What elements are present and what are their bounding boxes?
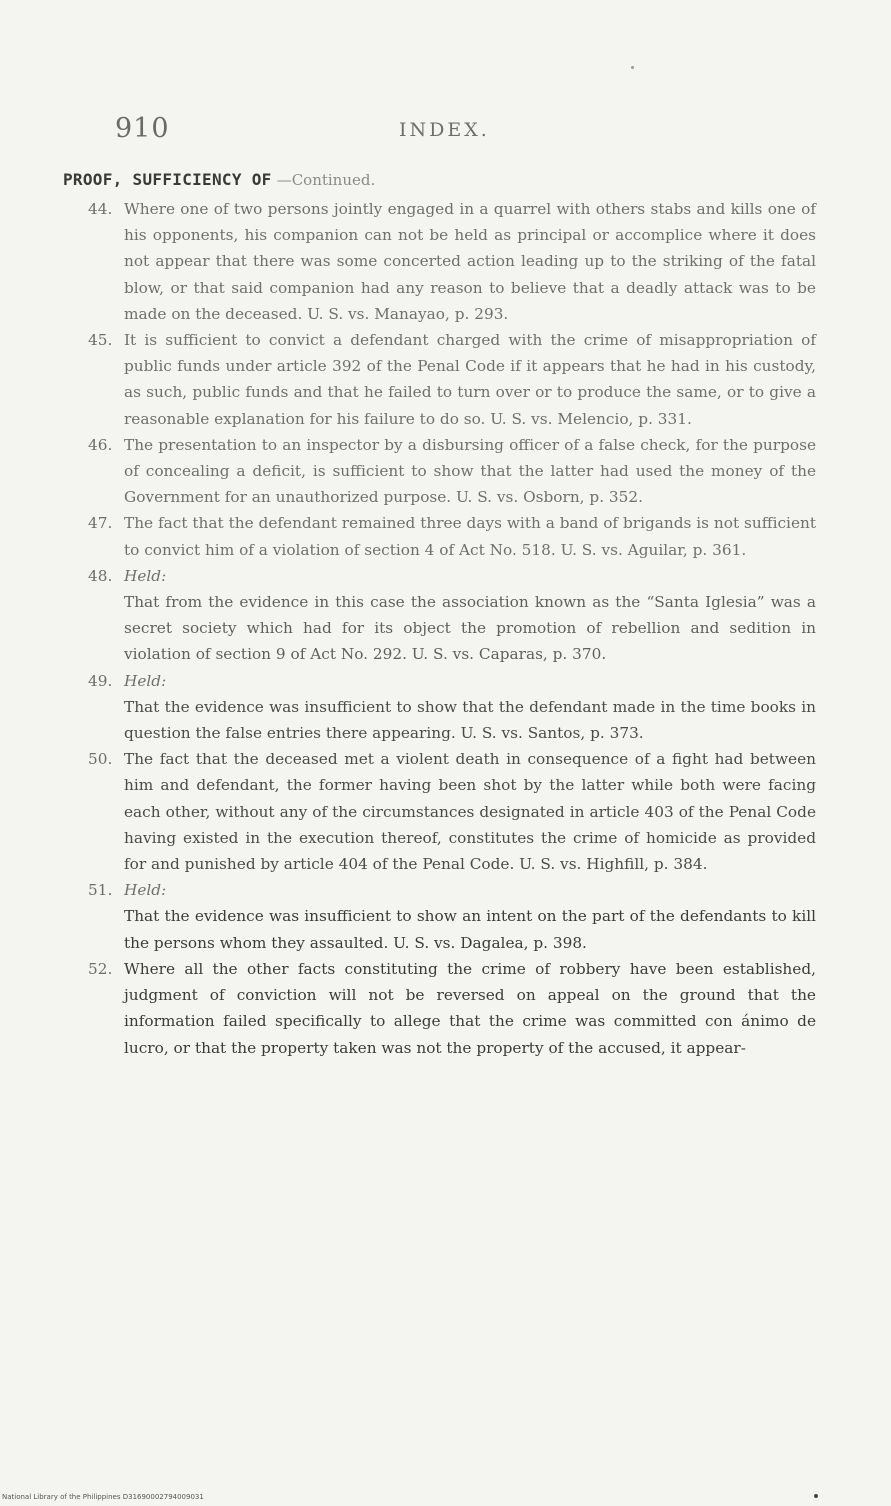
index-entry-48 bbox=[88, 563, 816, 668]
index-entry-47 bbox=[88, 510, 816, 562]
entry-number: 50. bbox=[88, 750, 113, 769]
entry-number: 49. bbox=[88, 671, 113, 690]
index-entry-50 bbox=[88, 746, 816, 877]
entry-text: Where one of two persons jointly engaged in a quarrel with others stabs and kills one of his opponents, his companion can not be held as principal or accomplice where it does not appear that there was some concerted action leading up to the striking of the fatal blow, or that said companion had any reason to believe that a deadly attack was to be made on the deceased. U. S. vs. Manayao, p. 293. bbox=[124, 200, 816, 323]
index-entry-51 bbox=[88, 877, 816, 956]
entry-number: 51. bbox=[88, 881, 113, 900]
index-entry-45 bbox=[88, 327, 816, 432]
entry-text: The fact that the defendant remained three days with a band of brigands is not sufficient to convict him of a violation of section 4 of Act No. 518. U. S. vs. Aguilar, p. 361. bbox=[124, 514, 816, 559]
entry-text: The presentation to an inspector by a disbursing officer of a false check, for the purpose of concealing a deficit, is sufficient to show that the latter had used the money of the Government for an unauthorized purpose. U. S. vs. Osborn, p. 352. bbox=[124, 435, 816, 507]
footer-credit: National Library of the Philippines D31690002794009031 bbox=[2, 1493, 204, 1501]
entry-number: 48. bbox=[88, 566, 113, 585]
scan-speck bbox=[814, 1494, 818, 1498]
section-title: PROOF, SUFFICIENCY OF bbox=[63, 170, 272, 189]
running-head: INDEX. bbox=[399, 119, 490, 141]
held-label: Held: bbox=[124, 881, 167, 900]
held-label: Held: bbox=[124, 671, 167, 690]
section-continued: —Continued. bbox=[276, 171, 376, 189]
entry-number: 47. bbox=[88, 514, 113, 533]
section-heading bbox=[63, 170, 375, 189]
entry-text: That from the evidence in this case the association known as the “Santa Iglesia” was a secret society which had for its object the promotion of rebellion and sedition in violation of section 9 of Act No. 292. U. S. vs. Caparas, p. 370. bbox=[124, 593, 816, 664]
entry-text: Where all the other facts constituting the crime of robbery have been established, judgment of conviction will not be reversed on appeal on the ground that the information failed specifically to allege that the crime was committed con ánimo de lucro, or that the property taken was not the property of the accused, it appear- bbox=[124, 959, 816, 1057]
entry-number: 46. bbox=[88, 435, 113, 454]
entry-text: The fact that the deceased met a violent death in consequence of a fight had between him and defendant, the former having been shot by the latter while both were facing each other, without any of the circumstances designated in article 403 of the Penal Code having existed in the execution thereof, constitutes the crime of homicide as provided for and punished by article 404 of the Penal Code. U. S. vs. Highfill, p. 384. bbox=[124, 750, 816, 874]
page-number: 910 bbox=[115, 113, 170, 144]
index-entry-52 bbox=[88, 956, 816, 1061]
entry-text: That the evidence was insufficient to show an intent on the part of the defendants to kill the persons whom they assaulted. U. S. vs. Dagalea, p. 398. bbox=[124, 907, 816, 952]
index-entries bbox=[88, 196, 816, 1061]
scan-speck bbox=[631, 66, 634, 69]
index-entry-49 bbox=[88, 668, 816, 747]
entry-number: 45. bbox=[88, 331, 113, 350]
entry-number: 44. bbox=[88, 200, 113, 218]
index-entry-44 bbox=[88, 196, 816, 327]
held-label: Held: bbox=[124, 566, 167, 585]
entry-number: 52. bbox=[88, 959, 113, 978]
entry-text: It is sufficient to convict a defendant charged with the crime of misappropriation of public funds under article 392 of the Penal Code if it appears that he had in his custody, as such, public funds and that he failed to turn over or to produce the same, or to give a reasonable explanation for his failure to do so. U. S. vs. Melencio, p. 331. bbox=[124, 331, 816, 428]
index-entry-46 bbox=[88, 432, 816, 511]
entry-text: That the evidence was insufficient to show that the defendant made in the time books in question the false entries there appearing. U. S. vs. Santos, p. 373. bbox=[124, 697, 816, 743]
